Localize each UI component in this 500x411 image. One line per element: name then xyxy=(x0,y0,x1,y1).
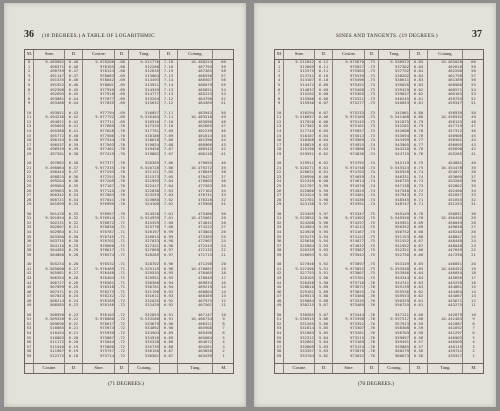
column-header: D. xyxy=(416,51,422,56)
column-footer: Tang. xyxy=(190,365,201,370)
column-divider xyxy=(364,50,365,373)
column-header: Tang. xyxy=(389,51,400,56)
column-footer: D. xyxy=(119,365,125,370)
page-number: 37 xyxy=(472,29,482,40)
column-divider xyxy=(314,50,315,373)
column-footer: Cosine. xyxy=(42,365,57,370)
column-header: M. xyxy=(26,51,33,56)
column-footer: D. xyxy=(369,365,375,370)
table-footer xyxy=(25,363,233,373)
table-column: 6.12 6.11 6.11 6.10 6.10 6.09 6.09 6.08 6.08 6.07 6.07 6.06 6.06 6.05 6.05 6.04 6.04 6.03 6.03 6.02 6.02 6.01 6.01 6.00 6.00 5.99 5.99 5.98 5.98 5.97 5.97 5.96 5.96 5.95 5.95 5.94 5.94 5.93 5.93 5.92 5.92 5.91 5.91 5.90 5.90 5.89 5.89 5.88 5.88 5.87 5.87 5.86 5.86 5.85 5.85 5.84 5.84 5.83 5.83 5.82 xyxy=(318,59,329,358)
table-footer xyxy=(275,363,483,373)
table-column: 7.16 7.16 7.15 7.15 7.14 7.14 7.13 7.13 7.12 7.12 7.11 7.11 7.10 7.10 7.09 7.09 7.08 7.08 7.07 7.07 7.06 7.06 7.05 7.05 7.04 7.04 7.03 7.03 7.02 7.02 7.01 7.01 7.00 7.00 6.99 6.99 6.98 6.98 6.97 6.97 6.96 6.96 6.95 6.95 6.94 6.94 6.93 6.93 6.92 6.92 6.91 6.91 6.90 6.90 6.89 6.89 6.88 6.88 6.87 6.87 xyxy=(163,59,174,358)
column-footer: M. xyxy=(221,365,227,370)
page-header xyxy=(274,29,482,43)
column-header: D. xyxy=(321,51,327,56)
table-column: 9.511776 512206 512635 513064 513493 513921 514349 514777 515204 515631 516057 9.516484 516910 517335 517761 518186 518610 519034 519458 519882 520305 9.520728 521151 521573 521995 522417 522838 523259 523680 524100 524520 9.524939 525359 525778 526197 526615 527033 527451 527868 528285 528702 9.529119 529535 529951 530366 530781 531196 531611 532025 532439 532853 9.533266 533679 534092 534504 534916 535328 535739 536150 536561 xyxy=(140,59,159,358)
column-header: Cosine. xyxy=(342,51,356,56)
column-header: Sine. xyxy=(294,51,305,56)
column-header: M. xyxy=(276,51,283,56)
column-footer: Cotang. xyxy=(387,365,402,370)
column-divider xyxy=(33,50,34,373)
footer-label: (71 DEGREES.) xyxy=(108,381,144,387)
column-header: Cosine. xyxy=(92,51,106,56)
column-header: Sine. xyxy=(44,51,55,56)
column-divider xyxy=(177,50,178,373)
column-divider xyxy=(427,50,428,373)
table-column: 9.512642 513009 513375 513741 514107 514472 514837 515202 515566 515930 516294 9.516657 517020 517382 517745 518107 518468 518829 519190 519551 519911 9.520271 520631 520990 521349 521707 522066 522424 522781 523138 523495 9.523852 524208 524564 524920 525275 525630 525984 526339 526693 527046 9.527400 527753 528105 528458 528810 529161 529513 529864 530215 530565 9.530915 531265 531614 531963 532312 532661 533009 533357 533704 xyxy=(295,59,314,358)
page-number: 36 xyxy=(24,29,34,40)
column-divider xyxy=(462,50,463,373)
page-title: SINES AND TANGENTS. (19 DEGREES.) xyxy=(336,33,438,39)
column-footer: Cosine. xyxy=(292,365,307,370)
column-header: D. xyxy=(166,51,172,56)
column-header: D. xyxy=(369,51,375,56)
table-column: 9.975670 975627 975583 975539 975496 975452 975408 975365 975321 975277 975233 9.975189 975145 975101 975057 975013 974969 974925 974880 974836 974792 9.974748 974703 974659 974614 974570 974525 974481 974436 974391 974347 9.974302 974257 974212 974167 974122 974077 974032 973987 973942 973897 9.973852 973807 973761 973716 973671 973625 973580 973535 973489 973444 9.973398 973352 973307 973261 973215 973169 973124 973078 973032 xyxy=(345,59,364,358)
footer-label: (70 DEGREES.) xyxy=(358,381,394,387)
column-footer: D. xyxy=(416,365,422,370)
column-footer: D. xyxy=(71,365,77,370)
log-table xyxy=(24,49,234,374)
table-column: 10.463028 462618 462208 461798 461389 460980 460571 460163 459755 459347 458939 10.458532 458125 457719 457312 456906 456501 456095 455690 455285 454881 10.454476 454072 453669 453265 452862 452460 452057 451655 451253 450851 10.450450 450049 449648 449248 448847 448448 448048 447649 447250 446851 10.446452 446054 445656 445259 444861 444464 444067 443671 443275 442879 10.442483 442087 441692 441297 440903 440509 440115 439721 439327 xyxy=(440,59,462,358)
log-table xyxy=(274,49,484,374)
column-footer: Tang. xyxy=(440,365,451,370)
table-column: 60 59 58 57 56 55 54 53 52 51 50 49 48 47 46 45 44 43 42 41 40 39 38 37 36 35 34 33 32 31 30 29 28 27 26 25 24 23 22 21 20 19 18 17 16 15 14 13 12 11 10 9 8 7 6 5 4 3 2 1 xyxy=(471,59,476,358)
column-divider xyxy=(82,50,83,373)
left-page xyxy=(4,3,246,407)
table-column: 60 59 58 57 56 55 54 53 52 51 50 49 48 47 46 45 44 43 42 41 40 39 38 37 36 35 34 33 32 31 30 29 28 27 26 25 24 23 22 21 20 19 18 17 16 15 14 13 12 11 10 9 8 7 6 5 4 3 2 1 xyxy=(221,59,226,358)
column-divider xyxy=(378,50,379,373)
table-column: 10.488224 487794 487365 486936 486507 486079 485651 485223 484796 484369 483943 10.483516 483090 482665 482239 481814 481390 480966 480542 480118 479695 10.479272 478849 478427 478005 477583 477162 476741 476320 475900 475480 10.475061 474641 474222 473803 473385 472967 472549 472132 471715 471298 10.470881 470465 470049 469634 469219 468804 468389 467975 467561 467147 10.466734 466321 465908 465496 465084 464672 464261 463850 463439 xyxy=(190,59,212,358)
column-header: Tang. xyxy=(139,51,150,56)
column-divider xyxy=(159,50,160,373)
table-column: 6.85 6.85 6.84 6.84 6.83 6.83 6.82 6.82 6.81 6.81 6.80 6.80 6.79 6.79 6.78 6.78 6.77 6.77 6.76 6.76 6.75 6.75 6.74 6.74 6.73 6.73 6.72 6.72 6.71 6.71 6.70 6.70 6.69 6.69 6.68 6.68 6.67 6.67 6.66 6.66 6.65 6.65 6.64 6.64 6.63 6.63 6.62 6.62 6.61 6.61 6.60 6.60 6.59 6.59 6.58 6.58 6.57 6.57 6.56 6.56 xyxy=(413,59,424,358)
column-footer: D. xyxy=(321,365,327,370)
table-column: 0 1 2 3 4 5 6 7 8 9 10 11 12 13 14 15 16 17 18 19 20 21 22 23 24 25 26 27 28 29 30 31 32 33 34 35 36 37 38 39 40 41 42 43 44 45 46 47 48 49 50 51 52 53 54 55 56 57 58 59 xyxy=(276,59,282,358)
table-column: 9.978206 978165 978124 978083 978042 978001 977959 977918 977877 977835 977794 9.977752 977711 977669 977628 977586 977544 977503 977461 977419 977377 9.977335 977293 977251 977209 977167 977125 977083 977041 976999 976957 9.976914 976872 976830 976787 976745 976702 976660 976617 976574 976532 9.976489 976446 976404 976361 976318 976275 976232 976189 976146 976103 9.976060 976017 975974 975930 975887 975844 975800 975757 975714 xyxy=(95,59,114,358)
column-header: Cotang. xyxy=(438,51,453,56)
column-header: D. xyxy=(119,51,125,56)
column-divider xyxy=(128,50,129,373)
table-column: .73 .73 .73 .73 .73 .73 .73 .73 .73 .73 .73 .73 .73 .73 .73 .73 .74 .74 .74 .74 .74 .74 .74 .74 .74 .74 .74 .74 .74 .74 .75 .75 .75 .75 .75 .75 .75 .75 .75 .75 .75 .75 .75 .75 .76 .76 .76 .76 .76 .76 .76 .76 .76 .76 .76 .76 .76 .76 .76 .76 xyxy=(367,59,376,358)
page-title: (18 DEGREES.) A TABLE OF LOGARITHMIC xyxy=(42,33,155,39)
column-divider xyxy=(64,50,65,373)
column-footer: M. xyxy=(471,365,477,370)
column-divider xyxy=(114,50,115,373)
column-divider xyxy=(212,50,213,373)
column-divider xyxy=(332,50,333,373)
column-divider xyxy=(409,50,410,373)
column-divider xyxy=(283,50,284,373)
table-column: .68 .68 .68 .69 .69 .69 .69 .69 .69 .69 .69 .69 .69 .70 .70 .70 .70 .70 .70 .70 .70 .70 .70 .70 .70 .70 .70 .70 .70 .70 .70 .71 .71 .71 .71 .71 .71 .71 .71 .71 .71 .71 .71 .71 .71 .71 .71 .72 .72 .72 .72 .72 .72 .72 .72 .72 .72 .72 .72 .72 xyxy=(117,59,126,358)
column-footer: Cotang. xyxy=(137,365,152,370)
right-page xyxy=(254,3,496,407)
column-header: Cotang. xyxy=(188,51,203,56)
table-body xyxy=(275,59,483,364)
column-footer: Sine. xyxy=(94,365,104,370)
table-column: 9.489982 490371 490759 491147 491535 491922 492308 492695 493081 493466 493851 9.494236 494621 495005 495388 495772 496154 496537 496919 497301 497682 9.498064 498444 498825 499204 499584 499963 500342 500721 501099 501476 9.501854 502231 502607 502984 503360 503735 504110 504485 504860 505234 9.505608 505981 506354 506727 507099 507471 507843 508214 508585 508956 9.509326 509696 510065 510434 510803 511172 511540 511907 512275 xyxy=(45,59,64,358)
table-body xyxy=(25,59,233,364)
column-header: D. xyxy=(71,51,77,56)
column-footer: Sine. xyxy=(344,365,354,370)
table-column: 9.536972 537382 537792 538202 538611 539020 539429 539837 540245 540653 541061 9.541468 541875 542281 542688 543094 543499 543905 544310 544715 545119 9.545524 545928 546331 546735 547138 547540 547943 548345 548747 549149 9.549550 549951 550352 550752 551153 551552 551952 552351 552750 553149 9.553548 553946 554344 554741 555139 555536 555933 556329 556725 557121 9.557517 557913 558308 558703 559097 559491 559885 560279 560673 xyxy=(390,59,409,358)
table-column: 6.48 6.48 6.47 6.47 6.46 6.46 6.45 6.45 6.44 6.44 6.43 6.42 6.42 6.41 6.41 6.40 6.40 6.39 6.39 6.38 6.38 6.37 6.37 6.36 6.36 6.35 6.35 6.34 6.34 6.33 6.33 6.32 6.32 6.31 6.31 6.30 6.30 6.29 6.29 6.28 6.28 6.27 6.27 6.26 6.26 6.25 6.25 6.24 6.24 6.23 6.23 6.22 6.22 6.21 6.21 6.20 6.20 6.19 6.19 6.18 xyxy=(68,59,79,358)
page-header xyxy=(24,29,232,43)
table-column: 0 1 2 3 4 5 6 7 8 9 10 11 12 13 14 15 16 17 18 19 20 21 22 23 24 25 26 27 28 29 30 31 32 33 34 35 36 37 38 39 40 41 42 43 44 45 46 47 48 49 50 51 52 53 54 55 56 57 58 59 xyxy=(26,59,32,358)
